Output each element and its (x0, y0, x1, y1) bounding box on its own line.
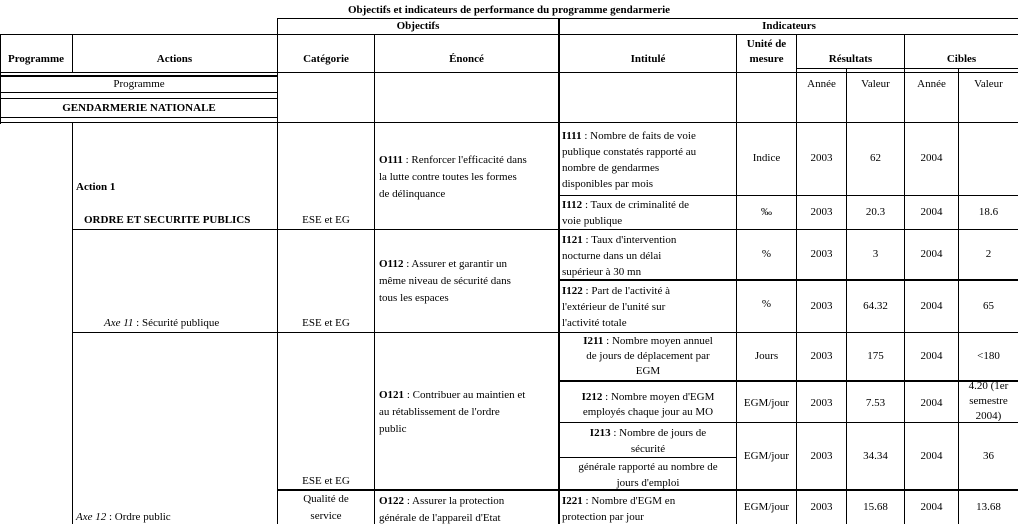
target-year-cell: 2004 (920, 206, 943, 218)
objective-o112: O112 : Assurer et garantir un même niveau de sécurité dans tous les espaces (379, 258, 511, 304)
header-programme: Programme (8, 53, 64, 65)
indicator-i1121: I121 : Taux d'intervention nocturne dans un délai supérieur à 30 mn (562, 234, 677, 278)
grid-line (278, 18, 1018, 19)
indicator-i1212: I212 : Nombre moyen d'EGM employés chaque jour au MO (581, 391, 715, 418)
target-year-cell: 2004 (920, 450, 943, 462)
action-name: ORDRE ET SECURITE PUBLICS (84, 214, 251, 226)
unit-cell: EGM/jour (743, 501, 790, 513)
grid-line (0, 72, 1018, 73)
target-year-cell: 2004 (920, 248, 943, 260)
category-cell: Qualité de (303, 493, 349, 505)
grid-line (560, 422, 1018, 423)
objective-o111: O111 : Renforcer l'efficacité dans la lutte contre toutes les formes de délinquance (379, 154, 527, 200)
unit-cell: % (761, 248, 772, 260)
header-resultats: Résultats (828, 53, 873, 65)
category-cell: ESE et EG (302, 475, 350, 487)
action-label: Action 1 (76, 181, 116, 193)
target-value-cell: 4.20 (1er semestre 2004) (968, 380, 1009, 421)
grid-line (72, 122, 73, 524)
indicator-i1111: I111 : Nombre de faits de voie publique constatés rapporté au nombre de gendarmes disponibles par mois (562, 130, 697, 190)
unit-cell: EGM/jour (743, 397, 790, 409)
header-annee-cibles: Année (917, 78, 946, 90)
indicator-i1221: I221 : Nombre d'EGM en protection par jour (562, 495, 676, 523)
grid-line (374, 34, 375, 524)
grid-line (0, 92, 278, 93)
result-year-cell: 2003 (810, 501, 833, 513)
header-valeur-cibles: Valeur (974, 78, 1003, 90)
header-cibles: Cibles (946, 53, 977, 65)
result-value-cell: 34.34 (863, 450, 888, 462)
result-year-cell: 2003 (810, 450, 833, 462)
grid-line (277, 18, 278, 524)
header-indicateurs: Indicateurs (762, 20, 816, 32)
result-year-cell: 2003 (810, 300, 833, 312)
result-value-cell: 64.32 (863, 300, 888, 312)
target-year-cell: 2004 (920, 501, 943, 513)
header-valeur-resultats: Valeur (861, 78, 890, 90)
result-value-cell: 15.68 (863, 501, 888, 513)
grid-line (0, 117, 278, 118)
unit-cell: % (761, 298, 772, 310)
objective-o122: O122 : Assurer la protection générale de l'appareil d'Etat (379, 495, 505, 524)
header-intitule: Intitulé (630, 53, 666, 65)
target-year-cell: 2004 (920, 397, 943, 409)
grid-line (72, 229, 1018, 230)
axe-12: Axe 12 : Ordre public (76, 511, 171, 523)
indicator-i1112: I112 : Taux de criminalité de voie publique (562, 199, 690, 227)
result-value-cell: 7.53 (865, 397, 886, 409)
target-year-cell: 2004 (920, 152, 943, 164)
grid-line (0, 98, 278, 99)
category-cell: service (310, 510, 342, 522)
grid-line (0, 122, 1018, 123)
header-actions: Actions (156, 53, 193, 65)
grid-line (72, 332, 1018, 333)
grid-line (796, 68, 1018, 69)
indicator-i1211: I211 : Nombre moyen annuel de jours de déplacement par EGM (583, 335, 713, 377)
target-value-cell: 13.68 (976, 501, 1001, 513)
unit-cell: ‰ (761, 206, 772, 218)
objective-o121: O121 : Contribuer au maintien et au rétablissement de l'ordre public (379, 389, 526, 435)
grid-line (278, 34, 1018, 35)
result-year-cell: 2003 (810, 248, 833, 260)
result-year-cell: 2003 (810, 397, 833, 409)
target-value-cell: 36 (983, 450, 994, 462)
target-year-cell: 2004 (920, 350, 943, 362)
programme-label: Programme (113, 78, 165, 90)
axe-11: Axe 11 : Sécurité publique (104, 317, 220, 329)
header-annee-resultats: Année (807, 78, 836, 90)
grid-line (0, 75, 278, 77)
programme-name: GENDARMERIE NATIONALE (62, 102, 216, 114)
target-year-cell: 2004 (920, 300, 943, 312)
result-year-cell: 2003 (810, 206, 833, 218)
grid-line (560, 380, 1018, 382)
unit-cell: Indice (752, 152, 781, 164)
target-value-cell: <180 (977, 350, 1000, 362)
result-value-cell: 20.3 (865, 206, 886, 218)
unit-cell: EGM/jour (743, 450, 790, 462)
header-unite-1: Unité de (746, 38, 787, 50)
page-title: Objectifs et indicateurs de performance du programme gendarmerie (347, 4, 671, 16)
indicator-i1122: I122 : Part de l'activité à l'extérieur de l'unité sur l'activité totale (562, 285, 670, 329)
header-objectifs: Objectifs (396, 20, 440, 32)
target-value-cell: 18.6 (978, 206, 999, 218)
result-year-cell: 2003 (810, 152, 833, 164)
grid-line (560, 457, 736, 458)
header-enonce: Énoncé (449, 53, 484, 65)
grid-line (0, 34, 278, 35)
unit-cell: Jours (754, 350, 779, 362)
target-value-cell: 65 (983, 300, 994, 312)
header-categorie: Catégorie (303, 53, 349, 65)
grid-line (560, 195, 1018, 196)
result-year-cell: 2003 (810, 350, 833, 362)
category-cell: ESE et EG (302, 214, 350, 226)
result-value-cell: 3 (872, 248, 879, 260)
header-unite-2: mesure (749, 53, 784, 65)
result-value-cell: 62 (870, 152, 881, 164)
indicator-i1213-cont: générale rapporté au nombre de jours d'emploi (578, 461, 718, 489)
target-value-cell: 2 (985, 248, 992, 260)
result-value-cell: 175 (867, 350, 884, 362)
category-cell: ESE et EG (302, 317, 350, 329)
indicator-i1213: I213 : Nombre de jours de sécurité (589, 427, 707, 455)
